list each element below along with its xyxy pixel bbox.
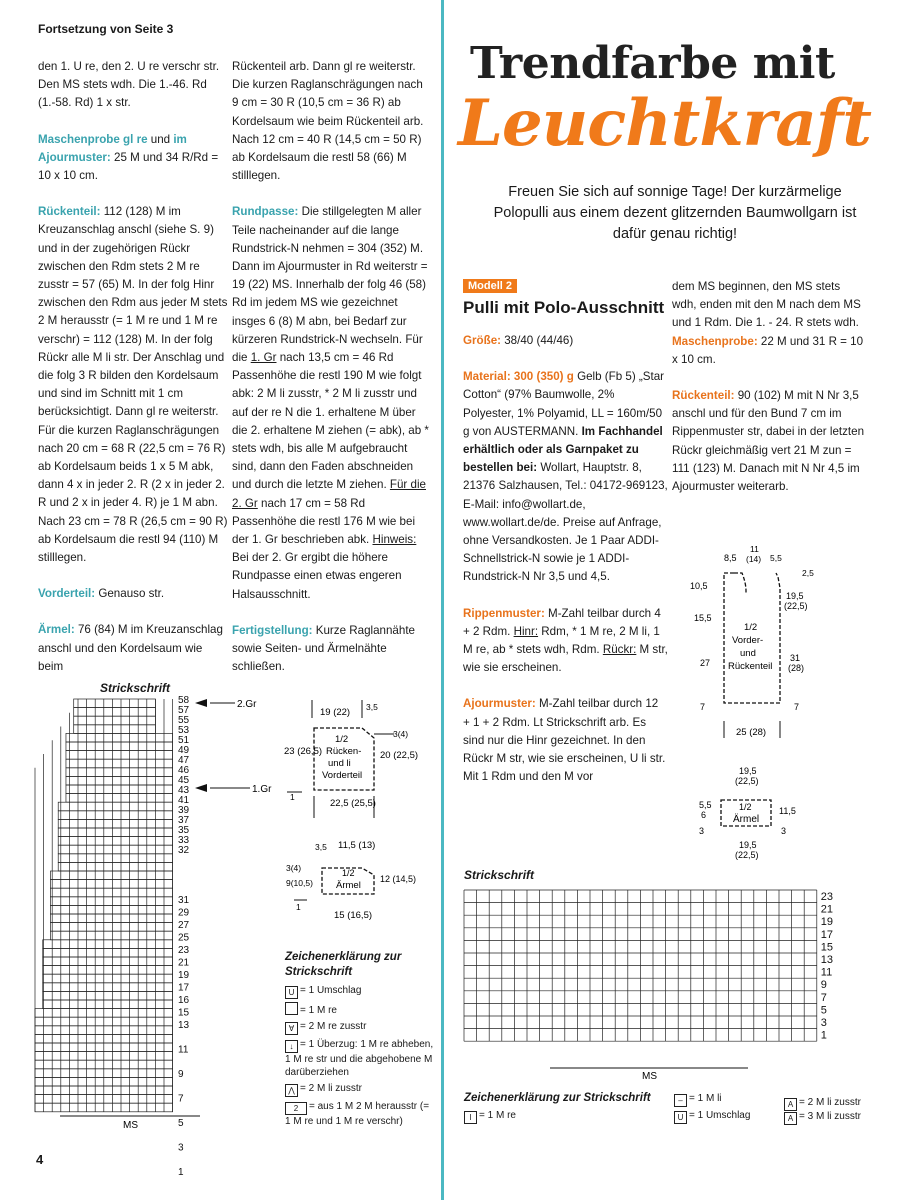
chart-row-number: 1 <box>820 1029 827 1042</box>
model-subtitle: Pulli mit Polo-Ausschnitt <box>463 298 665 317</box>
legend-item: – = 1 M li <box>674 1092 722 1107</box>
right-legend <box>464 1092 874 1132</box>
front-paragraph: Vorderteil: Genauso str. <box>38 587 165 601</box>
rb-r1b: (22,5) <box>784 601 808 611</box>
chart-row <box>66 776 173 785</box>
schem-body-label-3: Vorderteil <box>322 770 363 781</box>
increase-icon: 2 <box>285 1102 307 1115</box>
title-line-2: Leuchtkraft <box>458 86 871 161</box>
finishing-paragraph: Fertigstellung: Kurze Raglannähte sowie Seiten- und Ärmelnähte schließen. <box>232 623 415 674</box>
material-paragraph: Material: 300 (350) g Gelb (Fb 5) „Star Cotton“ (97% Baumwolle, 2% Polyester, 1% Polyamid, LL = 160m/50 g von AUSTERMANN. Im Fachhandel erhältlich oder als Garnpaket zu bestellen bei: Wollart, Hauptstr. 8, 21376 Salzhausen, Tel.: 04172-969123, E-Mail: info@wollart.de, www.wollart.de/de. Preise auf Anfrage, ohne Versandkosten. Je 1 Paar ADDI-Schnellstrick-N sowie je 1 ADDI-Rundstrick-N Nr 3,5 und 4,5. <box>463 370 668 584</box>
chart-row-number: 23 <box>820 891 834 903</box>
rb-t2b: (14) <box>746 554 762 564</box>
rs-l1: 5,5 <box>699 800 712 810</box>
rs-l3: 3 <box>699 826 705 836</box>
chart-row-number: 29 <box>178 907 190 919</box>
chart-row-number: 35 <box>178 825 190 836</box>
chart-row <box>74 716 156 725</box>
right-chart-title: Strickschrift <box>464 868 535 882</box>
sleeve-top-l: 3,5 <box>315 842 327 852</box>
chart-row-number: 51 <box>178 735 190 746</box>
model-tag: Modell 2 <box>463 279 517 293</box>
chart-row-number: 3 <box>820 1017 827 1029</box>
chart-row <box>43 1000 173 1009</box>
sleeve-continued: Rückenteil arb. Dann gl re weiterstr. Die kurzen Raglanschrägungen nach 9 cm = 30 R (10,5 cm = 36 R) ab Kordelsaum wie beim Rückenteil arb. Nach 12 cm = 40 R (14,5 cm = 50 R) ab Kordelsaum die restl 58 (66) M stilllegen. <box>232 60 424 183</box>
dim-right-small: 3(4) <box>393 729 409 739</box>
right-knitting-chart <box>462 888 842 1084</box>
schem-body-label-1: Rücken- <box>326 746 362 757</box>
left-chart-title: Strickschrift <box>100 681 171 695</box>
chart-row <box>50 905 172 914</box>
chart-row <box>43 948 173 957</box>
chart-row-number: 11 <box>820 966 833 979</box>
page-number: 4 <box>36 1152 44 1167</box>
chart-row-number: 17 <box>178 982 190 994</box>
chart-row-number: 43 <box>178 785 190 796</box>
chart-row <box>66 794 173 803</box>
chart-row <box>50 888 172 897</box>
chart-row-number: 37 <box>178 815 190 826</box>
chart-row-number: 21 <box>178 957 190 969</box>
chart-row <box>74 699 156 708</box>
sleeve-left: 9(10,5) <box>286 878 313 888</box>
ajour-paragraph: Ajourmuster: M-Zahl teilbar durch 12 + 1 + 2 Rdm. Lt Strickschrift arb. Es sind nur die Hinr gezeichnet. In den Rückr M str, wie sie erscheinen, U li str. Mit 1 Rdm und den M vor <box>463 697 666 784</box>
rb-half: 1/2 <box>744 622 758 633</box>
right-schematic-sleeve <box>695 764 825 864</box>
chart-row-number: 19 <box>820 916 834 929</box>
chart-row-number: 15 <box>820 941 834 954</box>
rb-t1: 8,5 <box>724 553 737 563</box>
rib-paragraph: Rippenmuster: M-Zahl teilbar durch 4 + 2 Rdm. Hinr: Rdm, * 1 M re, 2 M li, 1 M re, ab * stets wdh, Rdm. Rückr: M str, wie sie erscheinen. <box>463 606 668 675</box>
chart-row-number: 55 <box>178 715 190 726</box>
page-divider <box>441 0 444 1200</box>
legend-item: U = 1 Umschlag <box>674 1109 750 1124</box>
p2tog-icon: ⋀ <box>285 1084 298 1097</box>
rs-bottom-a: 19,5 <box>739 840 757 850</box>
rs-top-b: (22,5) <box>735 776 759 786</box>
rs-top-a: 19,5 <box>739 766 757 776</box>
purl-icon: – <box>674 1094 687 1107</box>
chart-row-number: 21 <box>820 903 834 916</box>
left-column-2 <box>232 58 432 695</box>
chart-row-number: 1 <box>178 1167 184 1178</box>
schem-body-label-2: und li <box>328 758 351 769</box>
label-1gr: 1.Gr <box>252 784 272 795</box>
rb-l4: 7 <box>700 702 706 712</box>
chart-row-number: 57 <box>178 705 190 716</box>
legend-item: A = 2 M li zusstr <box>784 1096 861 1111</box>
chart-row-number: 17 <box>820 928 834 941</box>
sleeve-top: 11,5 (13) <box>338 840 376 851</box>
legend-item: ↓ = 1 Überzug: 1 M re abheben, 1 M re str und die abgehobene M darüberziehen <box>285 1039 434 1078</box>
rb-l1: 10,5 <box>690 581 708 591</box>
slip-decrease-icon: ↓ <box>285 1040 298 1053</box>
chart-row-number: 53 <box>178 725 190 736</box>
chart-row <box>50 931 172 940</box>
rb-bottom: 25 (28) <box>736 727 767 738</box>
chart-row-number: 25 <box>178 932 190 944</box>
chart-row-number: 3 <box>178 1142 184 1154</box>
right-schematic-body <box>690 543 835 743</box>
intro-text: Freuen Sie sich auf sonnige Tage! Der kurzärmelige Polopulli aus einem dezent glitzernden Baumwollgarn ist dafür genau richtig! <box>493 184 857 242</box>
chart-row-number: 19 <box>178 970 190 981</box>
rb-t4: 2,5 <box>802 568 814 578</box>
sleeve-left-small: 3(4) <box>286 863 302 873</box>
chart-row-number: 13 <box>820 954 834 966</box>
knit-icon: I <box>464 1111 477 1124</box>
rb-label-3: Rückenteil <box>728 661 773 672</box>
gauge-right: Maschenprobe: 22 M und 31 R = 10 x 10 cm. <box>672 334 864 366</box>
chart-row <box>50 871 172 880</box>
sleeve-right: 12 (14,5) <box>380 874 417 884</box>
rs-label: Ärmel <box>733 814 760 825</box>
p2tog-icon: A <box>784 1098 797 1111</box>
rb-l3: 27 <box>700 658 711 668</box>
label-2gr: 2.Gr <box>237 699 257 710</box>
pattern-continued: dem MS beginnen, den MS stets wdh, enden mit den M nach dem MS und 1 Rdm. Die 1. - 24. R stets wdh. <box>672 280 861 330</box>
rs-l2: 6 <box>701 810 707 820</box>
chart-row-number: 41 <box>178 795 190 806</box>
chart-row-number: 27 <box>178 920 190 931</box>
dim-top-r: 3,5 <box>366 702 378 712</box>
back-right: Rückenteil: 90 (102) M mit N Nr 3,5 anschl und für den Bund 7 cm im Rippenmuster str, dabei in der letzten Rückr gleichmäßig vert 21 M zun = 111 (123) M. Danach mit N Nr 4,5 im Ajourmuster weiterarb. <box>672 389 865 494</box>
rs-bottom-b: (22,5) <box>735 850 759 860</box>
legend-item: I = 1 M re <box>464 1109 516 1124</box>
rs-r2: 3 <box>781 826 787 836</box>
rb-label-1: Vorder- <box>732 635 764 646</box>
sleeve-bottom: 15 (16,5) <box>334 910 373 921</box>
chart-row <box>43 974 173 983</box>
chart-row <box>50 897 172 906</box>
chart-row <box>43 940 173 949</box>
sleeve-paragraph: Ärmel: 76 (84) M im Kreuzanschlag anschl und den Kordelsaum wie beim <box>38 623 223 673</box>
rb-label-2: und <box>740 648 756 659</box>
left-chart-ms: MS <box>123 1120 138 1131</box>
left-column-1 <box>38 58 228 694</box>
dim-left: 23 (26,5) <box>284 746 323 757</box>
legend-item: A = 3 M li zusstr <box>784 1110 861 1125</box>
chart-row <box>43 957 173 966</box>
yarnover-icon: U <box>674 1111 687 1124</box>
chart-row-number: 33 <box>178 835 190 846</box>
left-schematic-sleeve <box>282 838 437 930</box>
chart-row <box>43 991 173 1000</box>
sleeve-label: Ärmel <box>336 880 361 891</box>
right-legend-title: Zeichenerklärung zur Strickschrift <box>464 1092 651 1104</box>
k2tog-icon: ∀ <box>285 1022 298 1035</box>
rb-r2a: 31 <box>790 653 801 663</box>
chart-row-number: 16 <box>178 995 190 1006</box>
chart-row <box>50 914 172 923</box>
dim-right: 20 (22,5) <box>380 750 419 761</box>
yoke-paragraph: Rundpasse: Die stillgelegten M aller Teile nacheinander auf die lange Rundstrick-N nehmen = 304 (352) M. Dann im Ajourmuster in Rd weiterstr = 19 (22) MS. Innerhalb der folg 46 (58) Rd im jedem MS wie gezeichnet insges 6 (8) M abn, bei Bedarf zur kürzeren Rundstrick-N wechseln. Für die 1. Gr nach 13,5 cm = 46 Rd Passenhöhe die restl 190 M wie folgt abk: 2 M li zusstr, * 2 M li zusstr und auf der re N die 1. erhaltene M über die 2. erhaltene M ziehen (= abk), ab * stets wdh, bis alle M aufgebraucht sind, dann den Faden abschneiden und durch die letzte M ziehen. Für die 2. Gr nach 17 cm = 58 Rd Passenhöhe die restl 176 M wie bei der 1. Gr beschrieben abk. Hinweis: Bei der 2. Gr ergibt die höhere Rundpasse einen etwas engeren Halsausschnitt. <box>232 205 429 601</box>
chart-row-number: 45 <box>178 775 190 786</box>
chart-row-number: 47 <box>178 755 190 766</box>
chart-row <box>43 966 173 975</box>
rb-r2b: (28) <box>788 663 805 673</box>
rb-r1a: 19,5 <box>786 591 804 601</box>
chart-row-number: 46 <box>178 765 190 776</box>
chart-row-number: 23 <box>178 945 190 956</box>
chart-row-number: 58 <box>178 695 190 706</box>
left-legend-title: Zeichenerklärung zur Strickschrift <box>285 951 402 978</box>
chart-row <box>66 768 173 777</box>
rb-t2a: 11 <box>750 544 759 554</box>
continuation-label: Fortsetzung von Seite 3 <box>38 22 174 36</box>
chart-row-number: 13 <box>178 1020 190 1031</box>
chart-row-number: 5 <box>820 1004 827 1017</box>
dim-bottom: 22,5 (25,5) <box>330 798 376 809</box>
chart-row <box>74 708 156 717</box>
legend-item: ⋀ = 2 M li zusstr <box>285 1082 435 1097</box>
legend-item: U = 1 Umschlag <box>285 984 435 999</box>
rs-r1: 11,5 <box>779 806 796 816</box>
chart-row-number: 9 <box>178 1069 184 1080</box>
legend-item: = 1 M re <box>285 1002 435 1017</box>
title-line-1: Trendfarbe mit <box>470 38 835 89</box>
gauge-paragraph: Maschenprobe gl re und im Ajourmuster: 25 M und 34 R/Rd = 10 x 10 cm. <box>38 132 219 183</box>
chart-row <box>50 923 172 932</box>
chart-row <box>66 733 173 742</box>
chart-row-number: 32 <box>178 845 190 856</box>
chart-row <box>66 742 173 751</box>
chart-row <box>50 880 172 889</box>
chart-row <box>66 759 173 768</box>
dim-one: 1 <box>290 792 295 802</box>
left-schematic-body <box>282 700 437 830</box>
knit-icon <box>285 1002 298 1015</box>
chart-row-number: 15 <box>178 1007 190 1019</box>
chart-row-number: 9 <box>820 979 827 992</box>
sleeve-one: 1 <box>296 902 301 912</box>
chart-row <box>66 751 173 760</box>
sleeve-half: 1/2 <box>342 868 355 878</box>
left-legend <box>285 950 435 1128</box>
sleeve-rib-text: den 1. U re, den 2. U re verschr str. Den MS stets wdh. Die 1.-46. Rd (1.-58. Rd) 1 x str. <box>38 60 220 110</box>
chart-row-number: 5 <box>178 1118 184 1129</box>
rb-t3: 5,5 <box>770 553 782 563</box>
chart-row-number: 31 <box>178 895 190 906</box>
chart-row-number: 7 <box>178 1093 184 1105</box>
chart-row <box>43 983 173 992</box>
chart-row <box>74 725 156 734</box>
p3tog-icon: A <box>784 1112 797 1125</box>
rb-l2: 15,5 <box>694 613 712 623</box>
right-column-3 <box>463 332 668 804</box>
chart-row-number: 39 <box>178 805 190 816</box>
chart-row-number: 11 <box>178 1044 189 1056</box>
yarnover-icon: U <box>285 986 298 999</box>
size-paragraph: Größe: 38/40 (44/46) <box>463 334 574 347</box>
back-paragraph: Rückenteil: 112 (128) M im Kreuzanschlag anschl (siehe S. 9) und in der zugehörigen Rückr zwischen den Rdm stets 2 M re zusstr = 57 (65) M. In der folg Hinr zwischen den Rdm aus jeder M stets 2 M herausstr (= 1 M re und 1 M re verschr) = 112 (128) M. In der folg Rückr alle M li str. Der Anschlag und die folg 3 R bilden den Kordelsaum und sind im Schnitt mit 1 cm berücksichtigt. Dann gl re weiterstr. Für die kurzen Raglanschrägungen nach 20 cm = 68 R (22,5 cm = 76 R) ab Kordelsaum beids 1 x 5 M abk, dann 4 x in jeder 2. R (2 x in jeder 2. R und 2 x in jeder 4. R) je 1 M abn. Nach 23 cm = 78 R (26,5 cm = 90 R) ab Kordelsaum die restl 94 (110) M stilllegen. <box>38 205 228 565</box>
schem-half: 1/2 <box>335 734 349 745</box>
rs-half: 1/2 <box>739 802 752 812</box>
chart-row-number: 49 <box>178 745 190 756</box>
chart-row <box>66 785 173 794</box>
legend-item: 2 = aus 1 M 2 M herausstr (= 1 M re und 1 M re verschr) <box>285 1101 430 1127</box>
rb-r3: 7 <box>794 702 800 712</box>
dim-top: 19 (22) <box>320 707 351 718</box>
legend-item: ∀ = 2 M re zusstr <box>285 1020 435 1035</box>
chart-row-number: 7 <box>820 991 827 1004</box>
right-chart-ms: MS <box>642 1071 657 1082</box>
right-column-4 <box>672 278 867 514</box>
left-knitting-chart <box>30 695 280 1178</box>
